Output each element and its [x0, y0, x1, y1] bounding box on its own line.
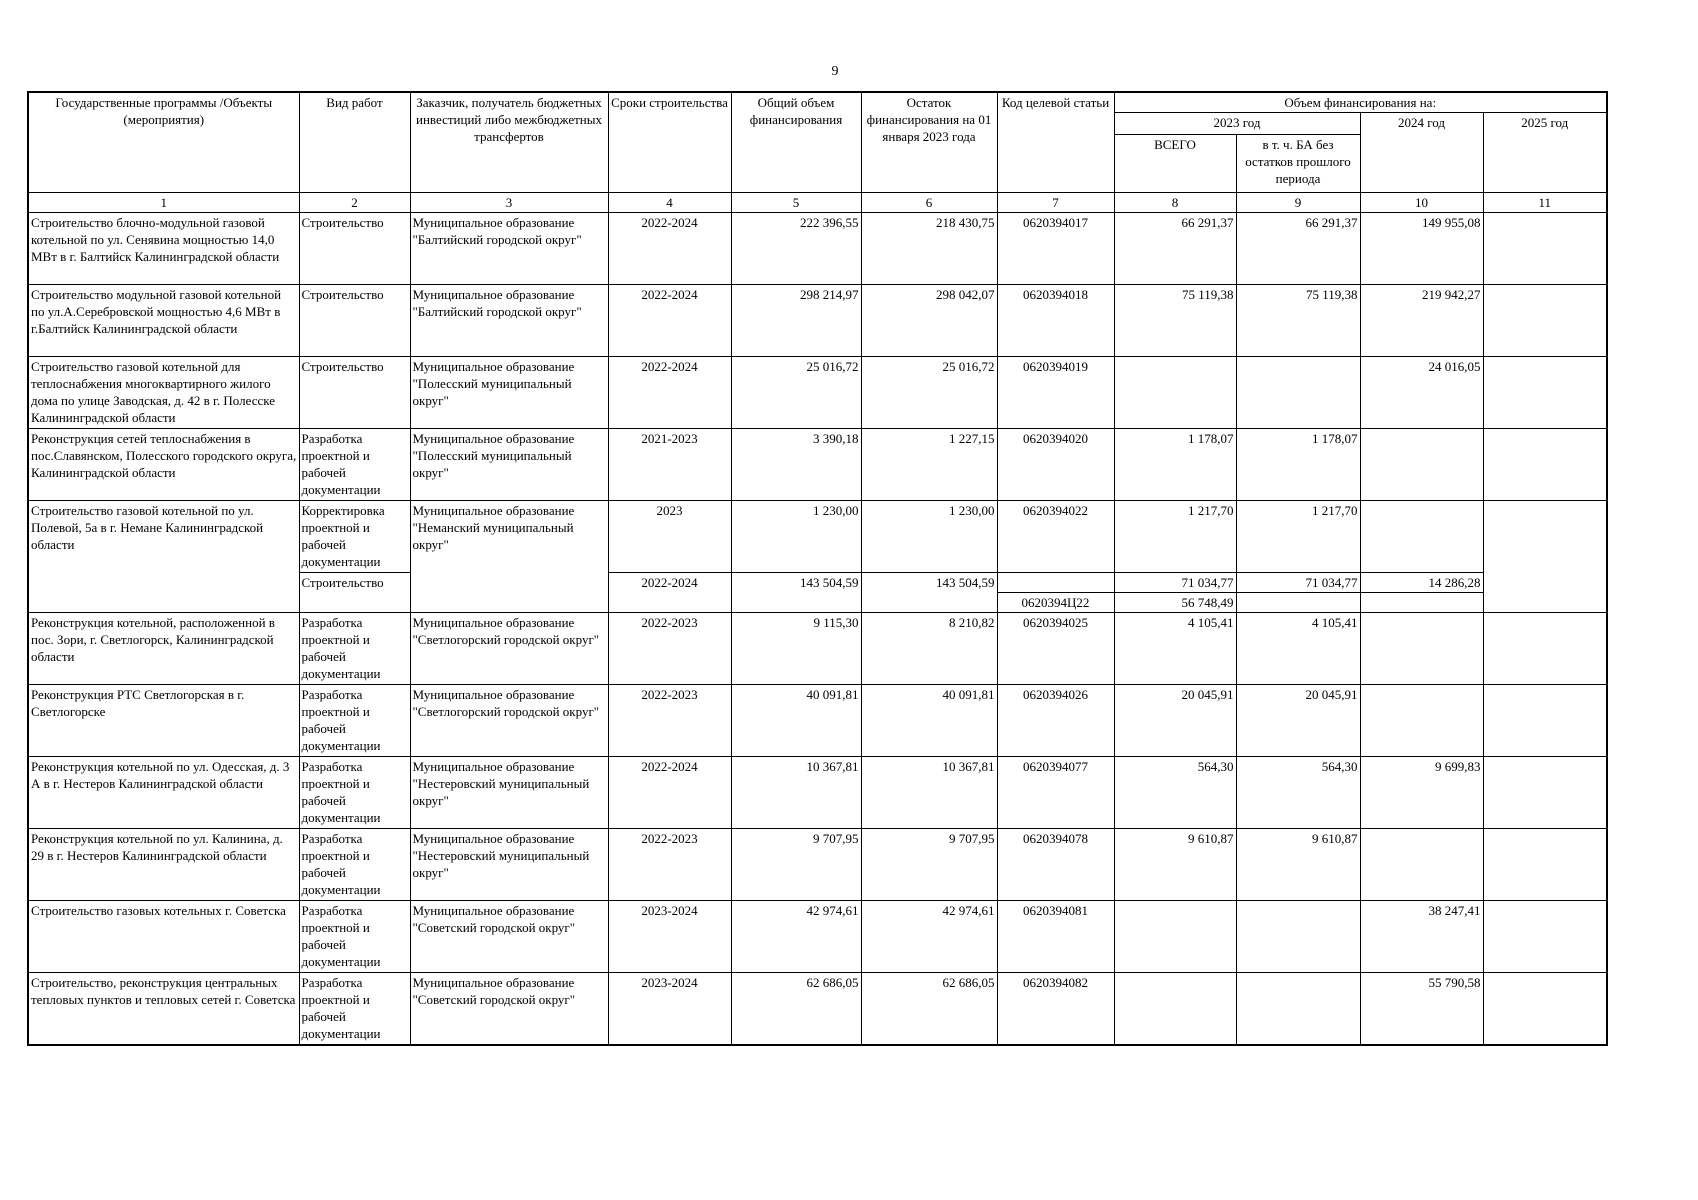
total-financing: 25 016,72 — [731, 357, 861, 429]
2023-total: 66 291,37 — [1114, 213, 1236, 285]
remaining-financing: 9 707,95 — [861, 829, 997, 901]
2023-total: 9 610,87 — [1114, 829, 1236, 901]
table-row — [28, 901, 1607, 973]
remaining-financing: 8 210,82 — [861, 613, 997, 685]
target-code: 0620394018 — [997, 285, 1114, 357]
table-row — [28, 357, 1607, 429]
customer: Муниципальное образование "Балтийский городской округ" — [410, 285, 608, 357]
remaining-financing: 25 016,72 — [861, 357, 997, 429]
column-number: 10 — [1360, 193, 1483, 213]
2024-value — [1360, 429, 1483, 501]
object-name: Реконструкция РТС Светлогорская в г. Светлогорске — [28, 685, 299, 757]
work-type: Разработка проектной и рабочей документации — [299, 429, 410, 501]
total-financing: 42 974,61 — [731, 901, 861, 973]
total-financing: 143 504,59 — [731, 573, 861, 613]
2024-value: 55 790,58 — [1360, 973, 1483, 1045]
total-financing: 298 214,97 — [731, 285, 861, 357]
2023-total: 564,30 — [1114, 757, 1236, 829]
remaining-financing: 10 367,81 — [861, 757, 997, 829]
work-type: Разработка проектной и рабочей документации — [299, 901, 410, 973]
terms: 2022-2024 — [608, 213, 731, 285]
2024-value — [1360, 685, 1483, 757]
total-financing: 9 707,95 — [731, 829, 861, 901]
customer: Муниципальное образование "Советский городской округ" — [410, 973, 608, 1045]
table-row — [28, 213, 1607, 285]
customer: Муниципальное образование "Советский городской округ" — [410, 901, 608, 973]
2023-total — [1114, 357, 1236, 429]
header-2023-total: ВСЕГО — [1114, 135, 1236, 193]
2023-ba: 20 045,91 — [1236, 685, 1360, 757]
header-total: Общий объем финансирования — [731, 92, 861, 193]
2024-value — [1360, 613, 1483, 685]
2024-value: 9 699,83 — [1360, 757, 1483, 829]
customer: Муниципальное образование "Светлогорский городской округ" — [410, 613, 608, 685]
2023-ba — [1236, 593, 1360, 613]
object-name: Строительство, реконструкция центральных тепловых пунктов и тепловых сетей г. Советска — [28, 973, 299, 1045]
terms: 2022-2023 — [608, 685, 731, 757]
header-customer: Заказчик, получатель бюджетных инвестиций либо межбюджетных трансфертов — [410, 92, 608, 193]
target-code: 0620394082 — [997, 973, 1114, 1045]
2023-total: 20 045,91 — [1114, 685, 1236, 757]
column-number: 1 — [28, 193, 299, 213]
2024-value: 24 016,05 — [1360, 357, 1483, 429]
remaining-financing: 42 974,61 — [861, 901, 997, 973]
target-code: 0620394077 — [997, 757, 1114, 829]
header-code: Код целевой статьи — [997, 92, 1114, 193]
work-type: Строительство — [299, 357, 410, 429]
work-type: Строительство — [299, 213, 410, 285]
target-code: 0620394017 — [997, 213, 1114, 285]
2023-total: 1 217,70 — [1114, 501, 1236, 573]
total-financing: 62 686,05 — [731, 973, 861, 1045]
customer: Муниципальное образование "Полесский муниципальный округ" — [410, 357, 608, 429]
table-row — [28, 285, 1607, 357]
terms: 2022-2023 — [608, 829, 731, 901]
target-code: 0620394Ц22 — [997, 593, 1114, 613]
remaining-financing: 1 230,00 — [861, 501, 997, 573]
work-type: Разработка проектной и рабочей документации — [299, 829, 410, 901]
customer: Муниципальное образование "Нестеровский муниципальный округ" — [410, 829, 608, 901]
terms: 2022-2023 — [608, 613, 731, 685]
target-code: 0620394019 — [997, 357, 1114, 429]
work-type: Разработка проектной и рабочей документации — [299, 973, 410, 1045]
2023-ba: 4 105,41 — [1236, 613, 1360, 685]
2023-ba — [1236, 973, 1360, 1045]
header-terms: Сроки строительства — [608, 92, 731, 193]
header-2024: 2024 год — [1360, 113, 1483, 193]
header-2023-ba: в т. ч. БА без остатков прошлого периода — [1236, 135, 1360, 193]
table-row — [28, 429, 1607, 501]
target-code: 0620394078 — [997, 829, 1114, 901]
2024-value: 14 286,28 — [1360, 573, 1483, 593]
object-name: Реконструкция сетей теплоснабжения в пос.Славянском, Полесского городского округа, Калининградской области — [28, 429, 299, 501]
2025-value — [1483, 613, 1607, 685]
terms: 2022-2024 — [608, 357, 731, 429]
total-financing: 3 390,18 — [731, 429, 861, 501]
work-type: Разработка проектной и рабочей документации — [299, 613, 410, 685]
total-financing: 40 091,81 — [731, 685, 861, 757]
column-number: 9 — [1236, 193, 1360, 213]
2024-value — [1360, 829, 1483, 901]
column-number: 8 — [1114, 193, 1236, 213]
target-code — [997, 573, 1114, 593]
total-financing: 222 396,55 — [731, 213, 861, 285]
2023-ba: 1 178,07 — [1236, 429, 1360, 501]
2025-value — [1483, 213, 1607, 285]
remaining-financing: 62 686,05 — [861, 973, 997, 1045]
object-name: Реконструкция котельной, расположенной в пос. Зори, г. Светлогорск, Калининградской области — [28, 613, 299, 685]
2025-value — [1483, 829, 1607, 901]
2023-total — [1114, 901, 1236, 973]
table-row — [28, 685, 1607, 757]
object-name: Строительство модульной газовой котельной по ул.А.Серебровской мощностью 4,6 МВт в г.Балтийск Калининградской области — [28, 285, 299, 357]
2023-ba: 9 610,87 — [1236, 829, 1360, 901]
2025-value — [1483, 973, 1607, 1045]
table-row — [28, 973, 1607, 1045]
work-type: Строительство — [299, 573, 410, 613]
financing-table — [27, 91, 1608, 1046]
header-remaining: Остаток финансирования на 01 января 2023 года — [861, 92, 997, 193]
column-number: 6 — [861, 193, 997, 213]
2023-ba: 564,30 — [1236, 757, 1360, 829]
table-row — [28, 757, 1607, 829]
remaining-financing: 298 042,07 — [861, 285, 997, 357]
2023-total — [1114, 973, 1236, 1045]
2024-value — [1360, 593, 1483, 613]
table-row — [28, 501, 1607, 573]
remaining-financing: 40 091,81 — [861, 685, 997, 757]
2023-total: 56 748,49 — [1114, 593, 1236, 613]
target-code: 0620394020 — [997, 429, 1114, 501]
2023-ba: 75 119,38 — [1236, 285, 1360, 357]
2023-ba — [1236, 901, 1360, 973]
total-financing: 9 115,30 — [731, 613, 861, 685]
work-type: Корректировка проектной и рабочей документации — [299, 501, 410, 573]
target-code: 0620394081 — [997, 901, 1114, 973]
header-financing: Объем финансирования на: — [1114, 92, 1607, 113]
object-name: Реконструкция котельной по ул. Одесская, д. 3 А в г. Нестеров Калининградской области — [28, 757, 299, 829]
2023-total: 71 034,77 — [1114, 573, 1236, 593]
work-type: Строительство — [299, 285, 410, 357]
work-type: Разработка проектной и рабочей документации — [299, 757, 410, 829]
target-code: 0620394026 — [997, 685, 1114, 757]
header-program: Государственные программы /Объекты (мероприятия) — [28, 92, 299, 193]
2024-value — [1360, 501, 1483, 573]
terms: 2023-2024 — [608, 901, 731, 973]
2025-value — [1483, 429, 1607, 501]
2023-total: 75 119,38 — [1114, 285, 1236, 357]
terms: 2022-2024 — [608, 757, 731, 829]
2023-total: 1 178,07 — [1114, 429, 1236, 501]
object-name: Реконструкция котельной по ул. Калинина, д. 29 в г. Нестеров Калининградской области — [28, 829, 299, 901]
target-code: 0620394025 — [997, 613, 1114, 685]
column-number: 4 — [608, 193, 731, 213]
2025-value — [1483, 685, 1607, 757]
remaining-financing: 143 504,59 — [861, 573, 997, 613]
2023-ba: 1 217,70 — [1236, 501, 1360, 573]
target-code: 0620394022 — [997, 501, 1114, 573]
object-name: Строительство блочно-модульной газовой котельной по ул. Сенявина мощностью 14,0 МВт в г. Балтийск Калининградской области — [28, 213, 299, 285]
2024-value: 38 247,41 — [1360, 901, 1483, 973]
2023-ba: 66 291,37 — [1236, 213, 1360, 285]
customer: Муниципальное образование "Неманский муниципальный округ" — [410, 501, 608, 613]
terms: 2023 — [608, 501, 731, 573]
work-type: Разработка проектной и рабочей документации — [299, 685, 410, 757]
header-2023: 2023 год — [1114, 113, 1360, 135]
object-name: Строительство газовой котельной по ул. Полевой, 5а в г. Немане Калининградской области — [28, 501, 299, 613]
remaining-financing: 218 430,75 — [861, 213, 997, 285]
remaining-financing: 1 227,15 — [861, 429, 997, 501]
column-number: 5 — [731, 193, 861, 213]
terms: 2022-2024 — [608, 285, 731, 357]
2024-value: 219 942,27 — [1360, 285, 1483, 357]
column-number: 11 — [1483, 193, 1607, 213]
2025-value — [1483, 357, 1607, 429]
customer: Муниципальное образование "Нестеровский муниципальный округ" — [410, 757, 608, 829]
customer: Муниципальное образование "Полесский муниципальный округ" — [410, 429, 608, 501]
2024-value: 149 955,08 — [1360, 213, 1483, 285]
column-number: 7 — [997, 193, 1114, 213]
terms: 2022-2024 — [608, 573, 731, 613]
page-number: 9 — [831, 64, 839, 79]
header-work-type: Вид работ — [299, 92, 410, 193]
2023-ba — [1236, 357, 1360, 429]
total-financing: 10 367,81 — [731, 757, 861, 829]
2025-value — [1483, 501, 1607, 613]
column-number: 3 — [410, 193, 608, 213]
column-number: 2 — [299, 193, 410, 213]
2023-total: 4 105,41 — [1114, 613, 1236, 685]
header-2025: 2025 год — [1483, 113, 1607, 193]
2025-value — [1483, 757, 1607, 829]
2023-ba: 71 034,77 — [1236, 573, 1360, 593]
customer: Муниципальное образование "Балтийский городской округ" — [410, 213, 608, 285]
table-row — [28, 613, 1607, 685]
terms: 2021-2023 — [608, 429, 731, 501]
table-row — [28, 829, 1607, 901]
object-name: Строительство газовой котельной для теплоснабжения многоквартирного жилого дома по улице Заводская, д. 42 в г. Полесске Калининградской области — [28, 357, 299, 429]
2025-value — [1483, 285, 1607, 357]
2025-value — [1483, 901, 1607, 973]
total-financing: 1 230,00 — [731, 501, 861, 573]
object-name: Строительство газовых котельных г. Советска — [28, 901, 299, 973]
terms: 2023-2024 — [608, 973, 731, 1045]
customer: Муниципальное образование "Светлогорский городской округ" — [410, 685, 608, 757]
